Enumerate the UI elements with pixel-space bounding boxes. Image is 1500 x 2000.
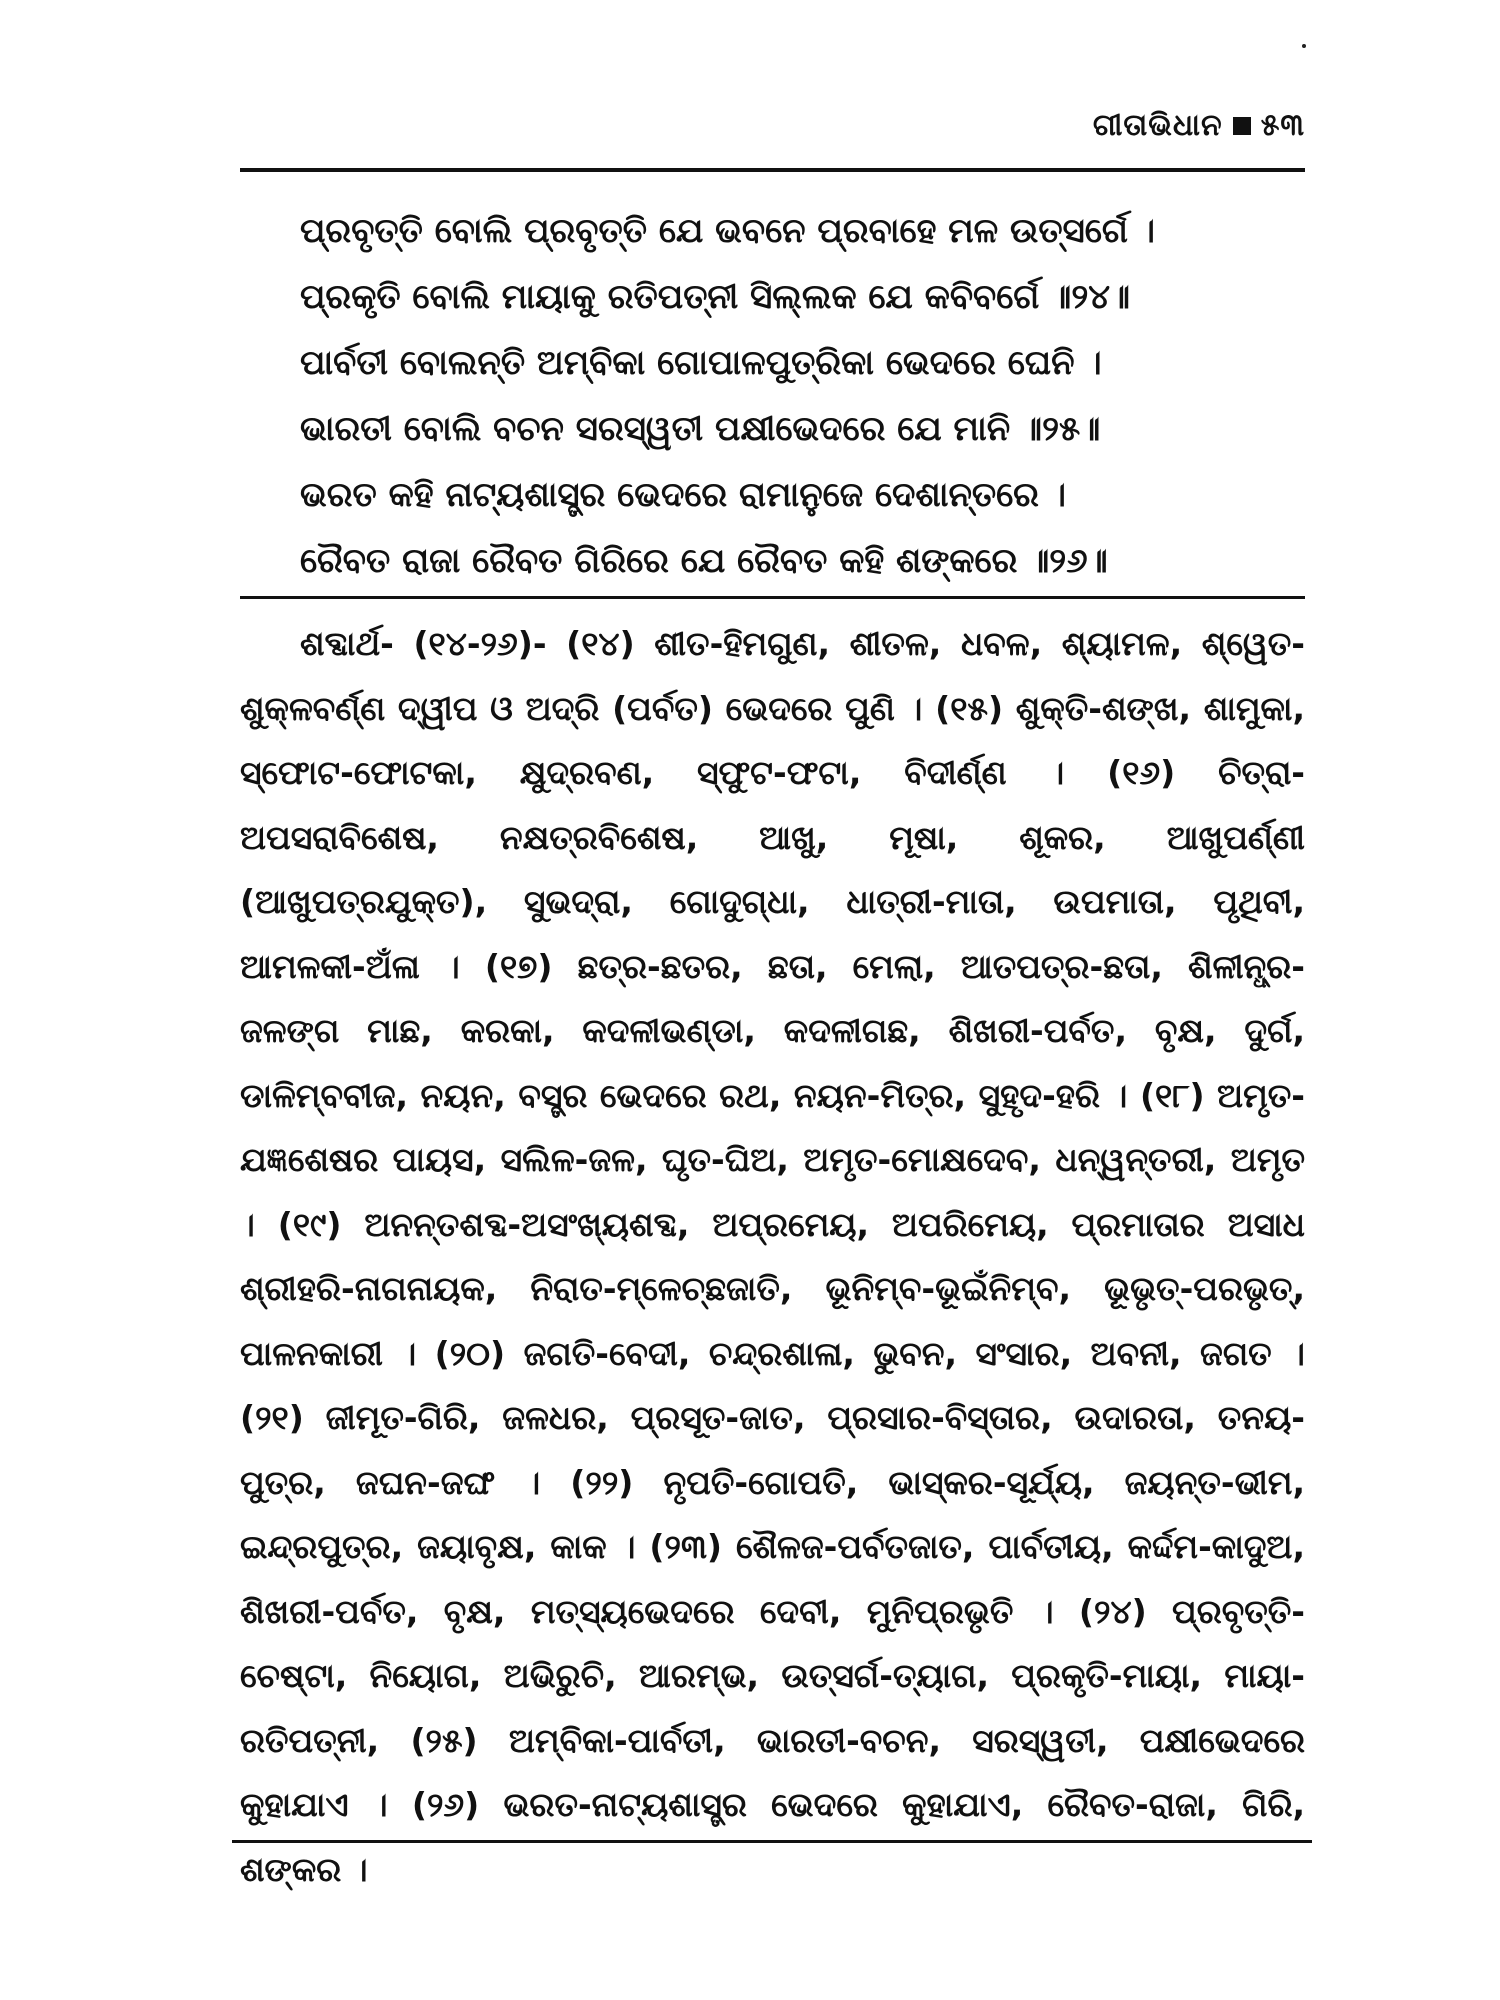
verse-line: ପ୍ରକୃତି ବୋଲି ମାୟାକୁ ରତିପତ୍ନୀ ସିଲ୍ଲକ ଯେ କବିବର୍ଗେ ॥୨୪॥ — [300, 277, 1131, 317]
verse-line: ପାର୍ବତୀ ବୋଲନ୍ତି ଅମ୍ବିକା ଗୋପାଳପୁତ୍ରିକା ଭେଦରେ ଘେନି । — [300, 343, 1102, 383]
verse-line: ପ୍ରବୃତ୍ତି ବୋଲି ପ୍ରବୃତ୍ତି ଯେ ଭବନେ ପ୍ରବାହେ ମଳ ଉତ୍ସର୍ଗେ । — [300, 211, 1156, 251]
verse-block — [300, 198, 1280, 594]
top-rule — [240, 168, 1305, 172]
page-number: ୫୩ — [1260, 108, 1305, 143]
print-speck — [1302, 44, 1306, 48]
verse-line: ଭାରତୀ ବୋଲି ବଚନ ସରସ୍ୱତୀ ପକ୍ଷୀଭେଦରେ ଯେ ମାନି ॥୨୫॥ — [300, 409, 1101, 449]
running-head-title: ଗୀତାଭିଧାନ — [1092, 108, 1223, 143]
verse-line: ଭରତ କହି ନାଟ୍ୟଶାସ୍ତ୍ର ଭେଦରେ ରାମାନୁଜେ ଦେଶାନ୍ତରେ । — [300, 475, 1067, 515]
bottom-rule — [232, 1840, 1312, 1843]
glossary-paragraph — [240, 612, 1305, 1902]
square-bullet-icon — [1233, 117, 1251, 135]
glossary-text: (୧୪-୨୬)- (୧୪) ଶୀତ-ହିମଗୁଣ, ଶୀତଳ, ଧବଳ, ଶ୍ୟାମଳ, ଶ୍ୱେତ-ଶୁକ୍ଳବର୍ଣ୍ଣ ଦ୍ୱୀପ ଓ ଅଦ୍ରି (ପର୍ବତ) ଭେଦରେ ପୁଣି । (୧୫) ଶୁକ୍ତି-ଶଙ୍ଖ, ଶାମୁକା, ସ୍ଫୋଟ-ଫୋଟକା, କ୍ଷୁଦ୍ରବଣ, ସ୍ଫୁଟ-ଫଟା, ବିଦୀର୍ଣ୍ଣ । (୧୬) ଚିତ୍ରା-ଅପସରାବିଶେଷ, ନକ୍ଷତ୍ରବିଶେଷ, ଆଖୁ, ମୂଷା, ଶୂକର, ଆଖୁପର୍ଣ୍ଣୀ (ଆଖୁପତ୍ରଯୁକ୍ତ), ସୁଭଦ୍ରା, ଗୋଦୁଗ୍ଧା, ଧାତ୍ରୀ-ମାତା, ଉପମାତା, ପୃଥିବୀ, ଆମଳକୀ-ଅଁଳା । (୧୭) ଛତ୍ର-ଛତର, ଛତା, ମେଲା, ଆତପତ୍ର-ଛତା, ଶିଳୀନ୍ଧ୍ର-ଜଳଙ୍ଗ ମାଛ, କରକା, କଦଳୀଭଣ୍ଡା, କଦଳୀଗଛ, ଶିଖରୀ-ପର୍ବତ, ବୃକ୍ଷ, ଦୁର୍ଗ, ଡାଳିମ୍ବବୀଜ, ନୟନ, ବସ୍ତ୍ର ଭେଦରେ ରଥ, ନୟନ-ମିତ୍ର, ସୁହୃଦ-ହରି । (୧୮) ଅମୃତ-ଯଜ୍ଞଶେଷର ପାୟସ, ସଲିଳ-ଜଳ, ଘୃତ-ଘିଅ, ଅମୃତ-ମୋକ୍ଷଦେବ, ଧନ୍ୱନ୍ତରୀ, ଅମୃତ । (୧୯) ଅନନ୍ତଶବ୍ଦ-ଅସଂଖ୍ୟଶବ୍ଦ, ଅପ୍ରମେୟ, ଅପରିମେୟ, ପ୍ରମାତାର ଅସାଧ ଶ୍ରୀହରି-ନାଗନାୟକ, ନିରାତ-ମ୍ଳେଚ୍ଛଜାତି, ଭୂନିମ୍ବ-ଭୂଇଁନିମ୍ବ, ଭୂଭୃତ୍-ପରଭୃତ୍, ପାଳନକାରୀ । (୨୦) ଜଗତି-ବେଦୀ, ଚନ୍ଦ୍ରଶାଳା, ଭୁବନ, ସଂସାର, ଅବନୀ, ଜଗତ । (୨୧) ଜୀମୂତ-ଗିରି, ଜଳଧର, ପ୍ରସୂତ-ଜାତ, ପ୍ରସାର-ବିସ୍ତାର, ଉଦାରତା, ତନୟ-ପୁତ୍ର, ଜଘନ-ଜଙ୍ଘ । (୨୨) ନୃପତି-ଗୋପତି, ଭାସ୍କର-ସୂର୍ଯ୍ୟ, ଜୟନ୍ତ-ଭୀମ, ଇନ୍ଦ୍ରପୁତ୍ର, ଜୟାବୃକ୍ଷ, କାକ । (୨୩) ଶୈଳଜ-ପର୍ବତଜାତ, ପାର୍ବତୀୟ, କର୍ଦ୍ଦମ-କାଦୁଅ, ଶିଖରୀ-ପର୍ବତ, ବୃକ୍ଷ, ମତ୍ସ୍ୟଭେଦରେ ଦେବୀ, ମୁନିପ୍ରଭୃତି । (୨୪) ପ୍ରବୃତ୍ତି-ଚେଷ୍ଟା, ନିୟୋଗ, ଅଭିରୁଚି, ଆରମ୍ଭ, ଉତ୍ସର୍ଗ-ତ୍ୟାଗ, ପ୍ରକୃତି-ମାୟା, ମାୟା-ରତିପତ୍ନୀ, (୨୫) ଅମ୍ବିକା-ପାର୍ବତୀ, ଭାରତୀ-ବଚନ, ସରସ୍ୱତୀ, ପକ୍ଷୀଭେଦରେ କୁହାଯାଏ । (୨୬) ଭରତ-ନାଟ୍ୟଶାସ୍ତ୍ର ଭେଦରେ କୁହାଯାଏ, ରୈବତ-ରାଜା, ଗିରି, ଶଙ୍କର । — [240, 624, 1305, 1889]
middle-rule — [240, 596, 1305, 599]
glossary-label: ଶବ୍ଦାର୍ଥ- — [300, 624, 394, 663]
running-head — [1093, 108, 1305, 143]
verse-line: ରୈବତ ରାଜା ରୈବତ ଗିରିରେ ଯେ ରୈବତ କହି ଶଙ୍କରେ ॥୨୬॥ — [300, 541, 1108, 581]
